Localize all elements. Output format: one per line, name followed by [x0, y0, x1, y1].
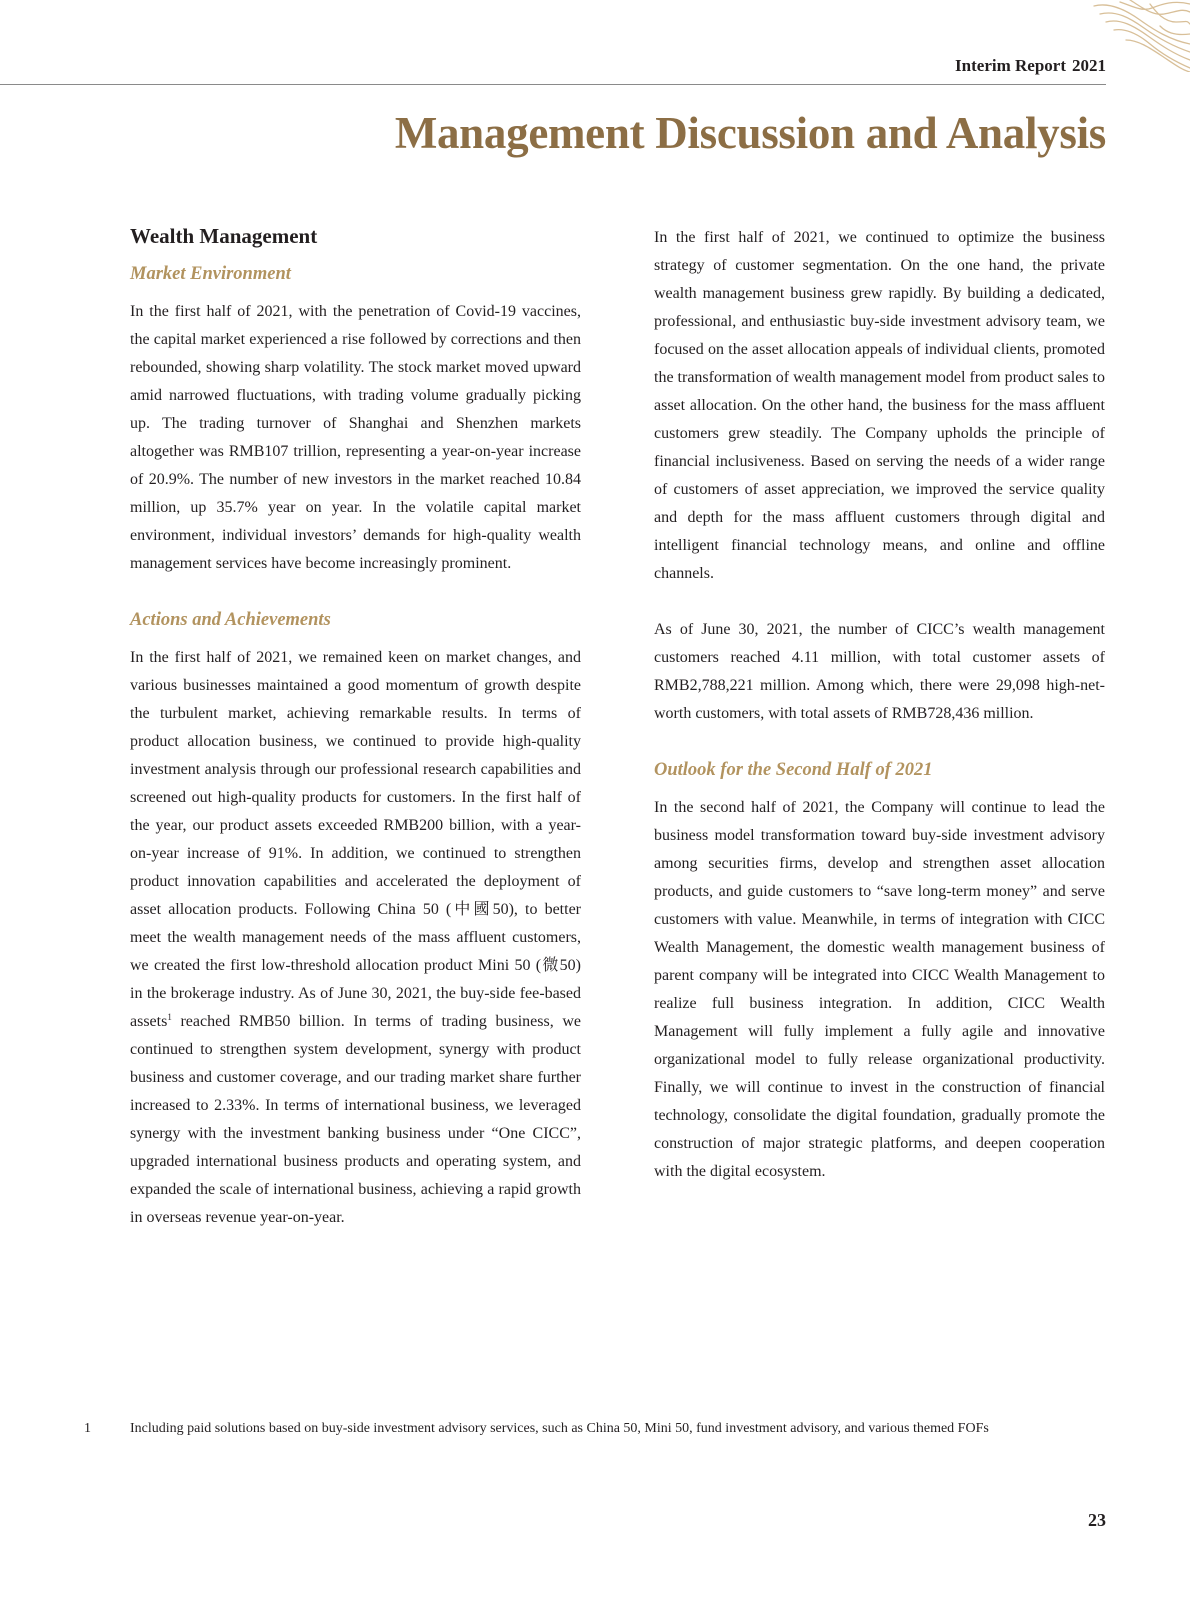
actions-text-part1: In the first half of 2021, we remained keen on market changes, and various businesses maintained a good momentum of growth despite the turbulent market, achieving remarkable results. In terms of product allocation business, we continued to provide high-quality investment analysis through our professional research capabilities and screened out high-quality products for customers. In the first half of the year, our product assets exceeded RMB200 billion, with a year-on-year increase of 91%. In addition, we continued to strengthen product innovation capabilities and accelerated the deployment of asset allocation products. Following China 50 (中國50), to better meet the wealth management needs of the mass affluent customers, we created the first low-threshold allocation product Mini 50 (微50) in the brokerage industry. As of June 30, 2021, the buy-side fee-based assets: [130, 649, 581, 1030]
market-environment-heading: Market Environment: [130, 264, 291, 284]
actions-text-part2: reached RMB50 billion. In terms of trading business, we continued to strengthen system development, synergy with product business and customer coverage, and our trading market share further increased to 2.33%. In terms of international business, we leveraged synergy with the investment banking business under “One CICC”, upgraded international business products and operating system, and expanded the scale of international business, achieving a rapid growth in overseas revenue year-on-year.: [130, 1013, 581, 1226]
section-title: Wealth Management: [130, 224, 318, 248]
outlook-paragraph: In the second half of 2021, the Company will continue to lead the business model transformation toward buy-side investment advisory among securities firms, develop and strengthen asset allocation products, and guide customers to “save long-term money” and serve customers with value. Meanwhile, in terms of integration with CICC Wealth Management, the domestic wealth management business of parent company will be integrated into CICC Wealth Management to realize full business integration. In addition, CICC Wealth Management will fully implement a fully agile and innovative organizational model to fully release organizational productivity. Finally, we will continue to invest in the construction of financial technology, consolidate the digital foundation, gradually promote the construction of major strategic platforms, and deepen cooperation with the digital ecosystem.: [654, 799, 1105, 1180]
page-number: 23: [1088, 1510, 1106, 1530]
actions-achievements-heading: Actions and Achievements: [130, 610, 331, 630]
right-column: [654, 224, 1105, 1214]
page-title: Management Discussion and Analysis: [394, 108, 1106, 158]
outlook-heading: Outlook for the Second Half of 2021: [654, 760, 933, 780]
footnote-reference[interactable]: 1: [167, 1012, 172, 1022]
footnote: [84, 1418, 1106, 1440]
footnote-text: Including paid solutions based on buy-side investment advisory services, such as China 50, Mini 50, fund investment advisory, and various themed FOFs: [130, 1421, 989, 1436]
left-column: [130, 222, 581, 1260]
customers-paragraph: As of June 30, 2021, the number of CICC’s wealth management customers reached 4.11 million, with total customer assets of RMB2,788,221 million. Among which, there were 29,098 high-net-worth customers, with total assets of RMB728,436 million.: [654, 621, 1105, 722]
market-environment-paragraph: In the first half of 2021, with the penetration of Covid-19 vaccines, the capital market experienced a rise followed by corrections and then rebounded, showing sharp volatility. The stock market moved upward amid narrowed fluctuations, with trading volume gradually picking up. The trading turnover of Shanghai and Shenzhen markets altogether was RMB107 trillion, representing a year-on-year increase of 20.9%. The number of new investors in the market reached 10.84 million, up 35.7% year on year. In the volatile capital market environment, individual investors’ demands for high-quality wealth management services have become increasingly prominent.: [130, 303, 581, 572]
running-header: [0, 56, 1106, 76]
report-year: 2021: [1072, 56, 1106, 75]
actions-achievements-paragraph: [130, 644, 581, 1232]
header-divider: [0, 84, 1106, 85]
segmentation-paragraph: In the first half of 2021, we continued to optimize the business strategy of customer segmentation. On the one hand, the private wealth management business grew rapidly. By building a dedicated, professional, and enthusiastic buy-side investment advisory team, we focused on the asset allocation appeals of individual clients, promoted the transformation of wealth management model from product sales to asset allocation. On the other hand, the business for the mass affluent customers grew steadily. The Company upholds the principle of financial inclusiveness. Based on serving the needs of a wider range of customers of asset appreciation, we improved the service quality and depth for the mass affluent customers through digital and intelligent financial technology means, and online and offline channels.: [654, 229, 1105, 582]
report-name: Interim Report: [955, 56, 1066, 75]
footnote-number: 1: [84, 1421, 91, 1436]
